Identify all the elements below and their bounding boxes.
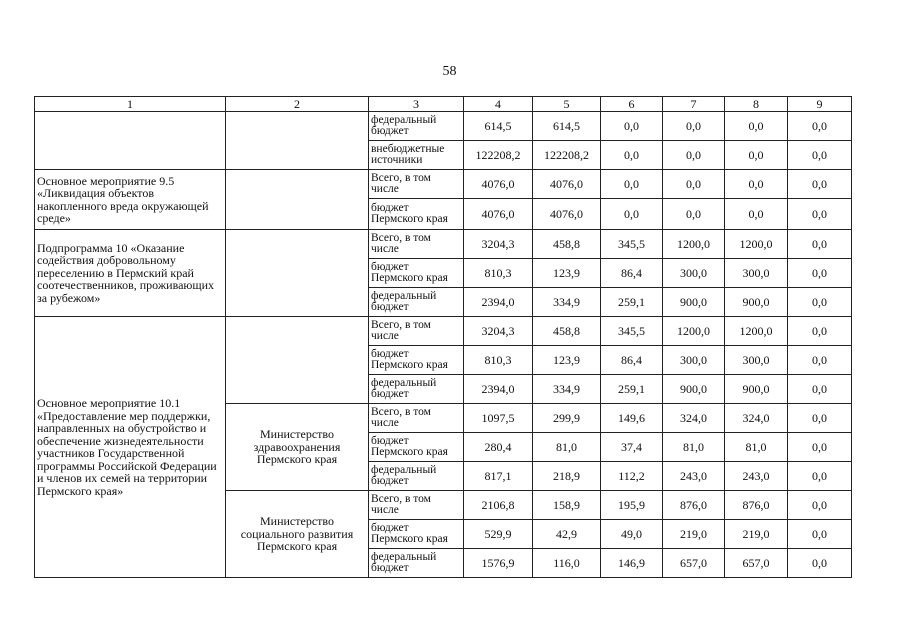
value-cell: 0,0 xyxy=(788,112,852,141)
table-row xyxy=(35,230,852,259)
value-cell: 324,0 xyxy=(663,404,725,433)
value-cell: 2394,0 xyxy=(464,288,533,317)
value-cell: 900,0 xyxy=(725,375,788,404)
header-cell: 4 xyxy=(464,97,533,112)
header-cell: 7 xyxy=(663,97,725,112)
value-cell: 810,3 xyxy=(464,346,533,375)
value-cell: 0,0 xyxy=(601,141,663,170)
value-cell: 0,0 xyxy=(788,317,852,346)
value-cell: 3204,3 xyxy=(464,317,533,346)
value-cell: 243,0 xyxy=(725,462,788,491)
value-cell: 0,0 xyxy=(788,375,852,404)
value-cell: 0,0 xyxy=(788,230,852,259)
source-cell: бюджет Пермского края xyxy=(369,346,464,375)
value-cell: 0,0 xyxy=(725,141,788,170)
value-cell: 158,9 xyxy=(533,491,601,520)
value-cell: 123,9 xyxy=(533,259,601,288)
value-cell: 4076,0 xyxy=(464,199,533,230)
source-cell: Всего, в том числе xyxy=(369,230,464,259)
value-cell: 243,0 xyxy=(663,462,725,491)
source-cell: Всего, в том числе xyxy=(369,491,464,520)
value-cell: 0,0 xyxy=(788,288,852,317)
value-cell: 0,0 xyxy=(725,170,788,199)
value-cell: 334,9 xyxy=(533,288,601,317)
value-cell: 0,0 xyxy=(663,170,725,199)
value-cell: 1200,0 xyxy=(663,317,725,346)
value-cell: 0,0 xyxy=(725,199,788,230)
value-cell: 334,9 xyxy=(533,375,601,404)
empty-cell xyxy=(35,112,226,170)
value-cell: 1200,0 xyxy=(725,230,788,259)
value-cell: 4076,0 xyxy=(533,199,601,230)
value-cell: 300,0 xyxy=(725,346,788,375)
value-cell: 810,3 xyxy=(464,259,533,288)
value-cell: 259,1 xyxy=(601,288,663,317)
value-cell: 0,0 xyxy=(601,199,663,230)
value-cell: 0,0 xyxy=(788,433,852,462)
value-cell: 0,0 xyxy=(788,462,852,491)
source-cell: внебюджетные источники xyxy=(369,141,464,170)
value-cell: 3204,3 xyxy=(464,230,533,259)
source-cell: бюджет Пермского края xyxy=(369,520,464,549)
ministry-health-cell: Министерство здравоохранения Пермского края xyxy=(226,404,369,491)
value-cell: 259,1 xyxy=(601,375,663,404)
source-cell: Всего, в том числе xyxy=(369,404,464,433)
page-number: 58 xyxy=(442,64,457,79)
value-cell: 116,0 xyxy=(533,549,601,578)
source-cell: федеральный бюджет xyxy=(369,288,464,317)
value-cell: 0,0 xyxy=(788,404,852,433)
source-cell: федеральный бюджет xyxy=(369,112,464,141)
value-cell: 0,0 xyxy=(788,520,852,549)
header-cell: 3 xyxy=(369,97,464,112)
value-cell: 86,4 xyxy=(601,346,663,375)
value-cell: 614,5 xyxy=(464,112,533,141)
header-cell: 8 xyxy=(725,97,788,112)
value-cell: 1200,0 xyxy=(725,317,788,346)
header-cell: 1 xyxy=(35,97,226,112)
value-cell: 123,9 xyxy=(533,346,601,375)
value-cell: 2394,0 xyxy=(464,375,533,404)
value-cell: 0,0 xyxy=(663,141,725,170)
source-cell: Всего, в том числе xyxy=(369,170,464,199)
value-cell: 0,0 xyxy=(788,491,852,520)
value-cell: 458,8 xyxy=(533,317,601,346)
value-cell: 1200,0 xyxy=(663,230,725,259)
value-cell: 49,0 xyxy=(601,520,663,549)
value-cell: 0,0 xyxy=(663,199,725,230)
table-row xyxy=(35,317,852,346)
value-cell: 300,0 xyxy=(663,259,725,288)
source-cell: федеральный бюджет xyxy=(369,375,464,404)
value-cell: 122208,2 xyxy=(533,141,601,170)
value-cell: 37,4 xyxy=(601,433,663,462)
value-cell: 0,0 xyxy=(788,141,852,170)
value-cell: 4076,0 xyxy=(464,170,533,199)
source-cell: Всего, в том числе xyxy=(369,317,464,346)
empty-cell xyxy=(226,112,369,170)
table-row xyxy=(35,170,852,199)
header-cell: 6 xyxy=(601,97,663,112)
value-cell: 0,0 xyxy=(788,549,852,578)
value-cell: 0,0 xyxy=(788,259,852,288)
empty-cell xyxy=(226,230,369,317)
value-cell: 299,9 xyxy=(533,404,601,433)
value-cell: 300,0 xyxy=(663,346,725,375)
value-cell: 218,9 xyxy=(533,462,601,491)
header-cell: 9 xyxy=(788,97,852,112)
value-cell: 876,0 xyxy=(663,491,725,520)
value-cell: 195,9 xyxy=(601,491,663,520)
value-cell: 146,9 xyxy=(601,549,663,578)
value-cell: 1097,5 xyxy=(464,404,533,433)
source-cell: федеральный бюджет xyxy=(369,462,464,491)
header-row xyxy=(35,97,852,112)
value-cell: 0,0 xyxy=(788,346,852,375)
value-cell: 0,0 xyxy=(663,112,725,141)
source-cell: бюджет Пермского края xyxy=(369,259,464,288)
source-cell: бюджет Пермского края xyxy=(369,199,464,230)
value-cell: 280,4 xyxy=(464,433,533,462)
value-cell: 122208,2 xyxy=(464,141,533,170)
value-cell: 219,0 xyxy=(725,520,788,549)
ministry-social-cell: Министерство социального развития Пермского края xyxy=(226,491,369,578)
value-cell: 300,0 xyxy=(725,259,788,288)
value-cell: 0,0 xyxy=(601,112,663,141)
header-cell: 5 xyxy=(533,97,601,112)
value-cell: 86,4 xyxy=(601,259,663,288)
value-cell: 81,0 xyxy=(533,433,601,462)
value-cell: 149,6 xyxy=(601,404,663,433)
header-cell: 2 xyxy=(226,97,369,112)
source-cell: федеральный бюджет xyxy=(369,549,464,578)
value-cell: 0,0 xyxy=(788,199,852,230)
value-cell: 614,5 xyxy=(533,112,601,141)
value-cell: 900,0 xyxy=(663,288,725,317)
value-cell: 0,0 xyxy=(788,170,852,199)
value-cell: 900,0 xyxy=(663,375,725,404)
value-cell: 876,0 xyxy=(725,491,788,520)
value-cell: 112,2 xyxy=(601,462,663,491)
value-cell: 529,9 xyxy=(464,520,533,549)
value-cell: 458,8 xyxy=(533,230,601,259)
value-cell: 1576,9 xyxy=(464,549,533,578)
value-cell: 345,5 xyxy=(601,317,663,346)
value-cell: 2106,8 xyxy=(464,491,533,520)
value-cell: 324,0 xyxy=(725,404,788,433)
value-cell: 900,0 xyxy=(725,288,788,317)
event-name-cell: Основное мероприятие 9.5 «Ликвидация объектов накопленного вреда окружающей среде» xyxy=(35,170,226,230)
value-cell: 657,0 xyxy=(725,549,788,578)
value-cell: 657,0 xyxy=(663,549,725,578)
source-cell: бюджет Пермского края xyxy=(369,433,464,462)
subprogram-name-cell: Подпрограмма 10 «Оказание содействия добровольному переселению в Пермский край соотечественников, проживающих за рубежом» xyxy=(35,230,226,317)
value-cell: 81,0 xyxy=(663,433,725,462)
value-cell: 817,1 xyxy=(464,462,533,491)
value-cell: 0,0 xyxy=(725,112,788,141)
value-cell: 219,0 xyxy=(663,520,725,549)
value-cell: 42,9 xyxy=(533,520,601,549)
table-row xyxy=(35,112,852,141)
event-name-cell: Основное мероприятие 10.1 «Предоставление мер поддержки, направленных на обустройство и обеспечение жизнедеятельности участников Государственной программы Российской Федерации и членов их семей на территории Пермского края» xyxy=(35,317,226,578)
value-cell: 4076,0 xyxy=(533,170,601,199)
budget-table xyxy=(34,96,852,578)
value-cell: 345,5 xyxy=(601,230,663,259)
empty-cell xyxy=(226,170,369,230)
value-cell: 81,0 xyxy=(725,433,788,462)
value-cell: 0,0 xyxy=(601,170,663,199)
empty-cell xyxy=(226,317,369,404)
